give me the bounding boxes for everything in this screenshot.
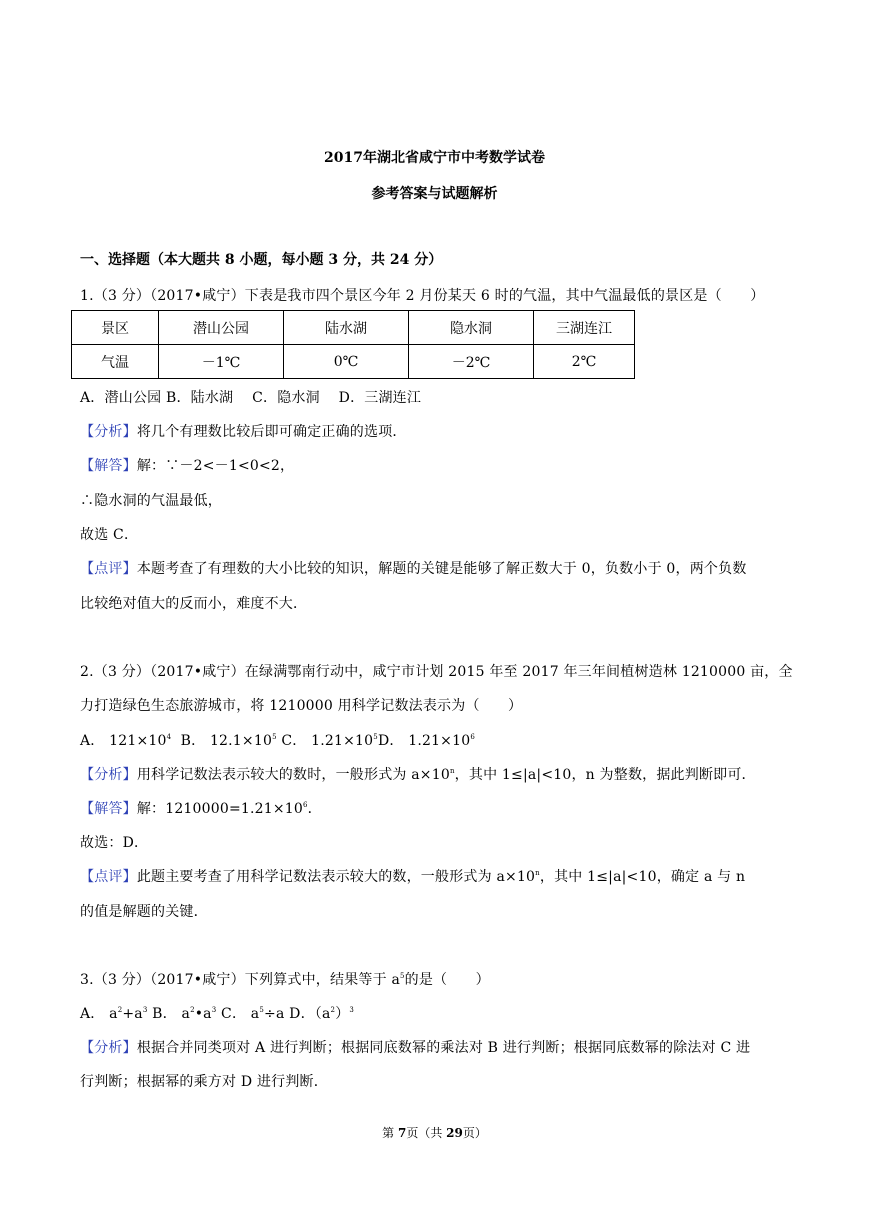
option-c: ÷a	[264, 1006, 285, 1022]
analysis-text: 将几个有理数比较后即可确定正确的选项．	[136, 424, 407, 440]
q3-analysis	[80, 1037, 750, 1057]
table-row	[72, 345, 635, 379]
stem-text: 的是（ ）	[404, 972, 490, 988]
option-d: D． 1.21×10	[377, 733, 471, 749]
table-cell: 2℃	[534, 345, 635, 379]
option-a: +a	[122, 1006, 143, 1022]
analysis-tag: 【分析】	[80, 1040, 137, 1056]
exponent: 5	[259, 1006, 265, 1014]
exponent: 6	[470, 733, 475, 741]
q2-comment-line2: 的值是解题的关键．	[80, 904, 208, 920]
q1-analysis	[80, 421, 407, 441]
table-row	[72, 311, 635, 345]
document-subtitle: 参考答案与试题解析	[371, 186, 498, 202]
exponent: 3	[211, 1006, 217, 1014]
exponent: 5	[272, 733, 277, 741]
option-d: ）	[335, 1006, 350, 1022]
option-b: B． 12.1×10	[180, 733, 273, 749]
exponent: n	[449, 767, 455, 775]
q3-analysis-line2: 行判断；根据幂的乘方对 D 进行判断．	[80, 1074, 328, 1090]
q2-options	[80, 730, 475, 750]
exponent: 3	[142, 1006, 148, 1014]
exponent: n	[535, 869, 540, 877]
q3-options	[80, 1003, 354, 1023]
option-d: D．（a	[284, 1006, 331, 1022]
option-b: •a	[194, 1006, 212, 1022]
option-c: C． 1.21×10	[281, 733, 374, 749]
q2-analysis	[80, 764, 756, 784]
q2-stem: 2.（3 分）（2017•咸宁）在绿满鄂南行动中，咸宁市计划 2015 年至 2017 年三年间植树造林 1210000 亩，全	[80, 664, 793, 680]
q1-solution-line2: ∴隐水洞的气温最低，	[80, 493, 222, 509]
solution-tag: 【解答】	[80, 801, 137, 817]
q1-comment	[80, 558, 747, 578]
table-cell: 三湖连江	[534, 311, 635, 345]
q1-solution	[80, 455, 294, 475]
page-total: 29	[446, 1126, 463, 1140]
section-heading: 一、选择题（本大题共 8 小题，每小题 3 分，共 24 分）	[80, 252, 443, 268]
table-cell: 0℃	[284, 345, 409, 379]
exponent: 2	[190, 1006, 195, 1014]
comment-text: 此题主要考查了用科学记数法表示较大的数，一般形式为 a×10	[136, 869, 536, 885]
q2-stem-line2: 力打造绿色生态旅游城市，将 1210000 用科学记数法表示为（ ）	[80, 698, 523, 714]
footer-text: 第	[382, 1126, 398, 1140]
table-cell: 隐水洞	[409, 311, 534, 345]
table-cell: 陆水湖	[284, 311, 409, 345]
document-title: 2017年湖北省咸宁市中考数学试卷	[324, 150, 545, 166]
table-cell: －2℃	[409, 345, 534, 379]
q1-comment-line2: 比较绝对值大的反而小，难度不大．	[80, 596, 308, 612]
q1-stem: 1.（3 分）（2017•咸宁）下表是我市四个景区今年 2 月份某天 6 时的气温，其中气温最低的景区是（ ）	[80, 288, 765, 304]
temperature-table	[71, 310, 635, 379]
q1-options: A．潜山公园 B．陆水湖 C．隐水洞 D．三湖连江	[80, 390, 422, 406]
solution-text: 解：∵－2<－1<0<2，	[136, 458, 295, 474]
exponent: 2	[330, 1006, 336, 1014]
table-cell: 气温	[72, 345, 159, 379]
q3-stem	[80, 969, 490, 989]
page-footer	[0, 1124, 869, 1141]
analysis-text: ，其中 1≤|a|<10，n 为整数，据此判断即可．	[454, 767, 756, 783]
analysis-text: 用科学记数法表示较大的数时，一般形式为 a×10	[136, 767, 450, 783]
analysis-tag: 【分析】	[80, 424, 137, 440]
q2-solution	[80, 798, 322, 818]
option-b: B． a	[147, 1006, 191, 1022]
footer-text: 页）	[462, 1126, 487, 1140]
q2-comment	[80, 866, 745, 886]
option-c: C． a	[216, 1006, 260, 1022]
exponent: 3	[349, 1006, 355, 1014]
comment-text: ，其中 1≤|a|<10，确定 a 与 n	[539, 869, 746, 885]
table-cell: 景区	[72, 311, 159, 345]
option-a: A． 121×10	[80, 733, 167, 749]
table-cell: 潜山公园	[159, 311, 284, 345]
table-cell: －1℃	[159, 345, 284, 379]
exponent: 2	[117, 1006, 123, 1014]
solution-text: ．	[307, 801, 322, 817]
stem-text: 3.（3 分）（2017•咸宁）下列算式中，结果等于 a	[80, 972, 400, 988]
solution-tag: 【解答】	[80, 458, 137, 474]
footer-text: 页（共	[406, 1126, 447, 1140]
exponent: 6	[303, 801, 308, 809]
q1-answer: 故选 C．	[80, 527, 139, 543]
comment-text: 本题考查了有理数的大小比较的知识，解题的关键是能够了解正数大于 0，负数小于 0，两个负数	[136, 561, 747, 577]
comment-tag: 【点评】	[80, 869, 137, 885]
solution-text: 解：1210000=1.21×10	[136, 801, 304, 817]
exponent: 5	[400, 972, 405, 980]
comment-tag: 【点评】	[80, 561, 137, 577]
analysis-text: 根据合并同类项对 A 进行判断；根据同底数幂的乘法对 B 进行判断；根据同底数幂的除法对 C 进	[136, 1040, 751, 1056]
exponent: 5	[373, 733, 378, 741]
page-number: 7	[397, 1126, 407, 1140]
option-a: A． a	[80, 1006, 118, 1022]
exponent: 4	[166, 733, 172, 741]
q2-answer: 故选：D．	[80, 835, 149, 851]
analysis-tag: 【分析】	[80, 767, 137, 783]
